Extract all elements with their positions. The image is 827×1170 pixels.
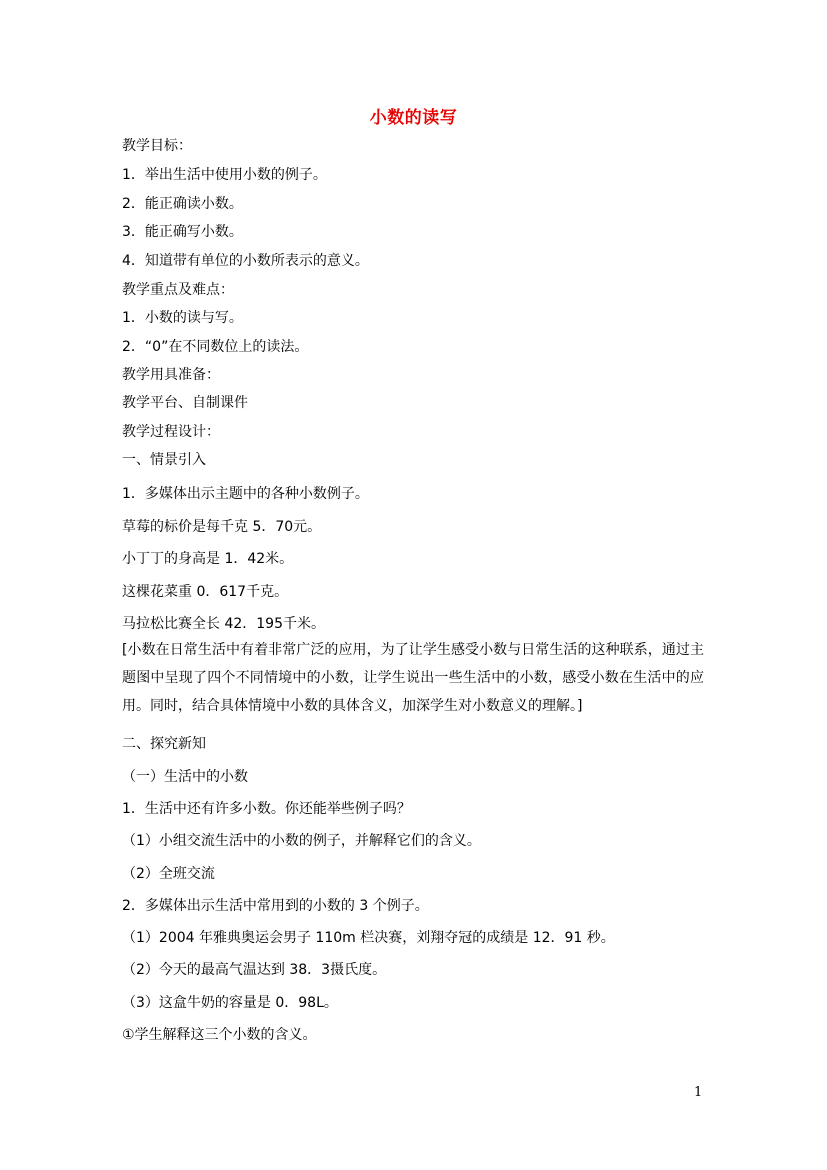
text-line: 1．举出生活中使用小数的例子。 [122,167,327,183]
text-line: 二、探究新知 [122,736,206,752]
page-number: 1 [694,1085,703,1100]
text-line: ①学生解释这三个小数的含义。 [122,1027,317,1043]
text-line: 1．多媒体出示主题中的各种小数例子。 [122,486,369,502]
text-line: 2．“0”在不同数位上的读法。 [122,339,309,355]
text-line: （3）这盒牛奶的容量是 0．98L。 [122,995,338,1011]
note-paragraph: [小数在日常生活中有着非常广泛的应用，为了让学生感受小数与日常生活的这种联系，通过主题图中呈现了四个不同情境中的小数，让学生说出一些生活中的小数，感受小数在生活中的应用。同时，结合具体情境中小数的具体含义，加深学生对小数意义的理解。] [122,642,704,714]
text-line: 马拉松比赛全长 42．195千米。 [122,616,325,632]
text-line: 教学目标： [122,138,192,154]
text-line: （2）今天的最高气温达到 38．3摄氏度。 [122,962,387,978]
text-line: 教学用具准备： [122,367,220,383]
text-line: （2）全班交流 [122,866,215,882]
text-line: （1）2004 年雅典奥运会男子 110m 栏决赛，刘翔夺冠的成绩是 12．91 秒。 [122,930,615,946]
text-line: 草莓的标价是每千克 5．70元。 [122,519,322,535]
text-line: 3．能正确写小数。 [122,224,243,240]
text-line: 教学平台、自制课件 [122,395,248,411]
text-line: 1．生活中还有许多小数。你还能举些例子吗？ [122,801,411,817]
text-line: 2．多媒体出示生活中常用到的小数的 3 个例子。 [122,898,429,914]
text-line: 一、情景引入 [122,452,206,468]
text-line: 教学重点及难点： [122,282,234,298]
text-line: 教学过程设计： [122,424,220,440]
text-line: 4．知道带有单位的小数所表示的意义。 [122,253,369,269]
text-line: 1．小数的读与写。 [122,310,243,326]
text-line: （一）生活中的小数 [122,769,248,785]
text-line: （1）小组交流生活中的小数的例子，并解释它们的含义。 [122,833,481,849]
text-line: 小丁丁的身高是 1．42米。 [122,551,294,567]
document-title: 小数的读写 [369,108,458,128]
text-line: 2．能正确读小数。 [122,196,243,212]
text-line: 这棵花菜重 0．617千克。 [122,584,289,600]
